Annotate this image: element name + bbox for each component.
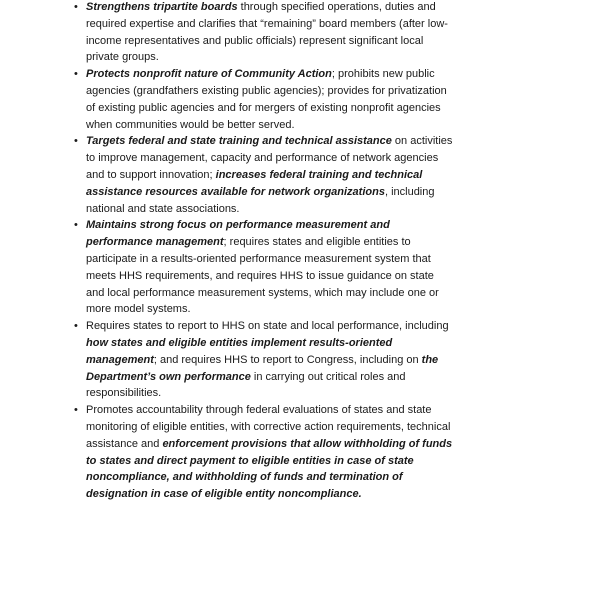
body-text: , including national and state associations. [86, 185, 435, 215]
bold-phrase: enforcement provisions that allow withholding of funds to states and direct payment to eligible entities in case of state noncompliance, and withholding of funds and termination of designation in case of eligible entity noncompliance. [86, 437, 453, 501]
list-item [74, 0, 454, 66]
body-text: through specified operations, duties and required expertise and clarifies that “remaining” board members (after low-income representatives and public officials) represent significant local private groups. [86, 1, 448, 64]
bold-phrase: Targets federal and state training and technical assistance [86, 135, 392, 148]
body-text: on activities to improve management, capacity and performance of network agencies and to support innovation; [86, 135, 453, 181]
body-text: Requires states to report to HHS on state and local performance, including [86, 320, 449, 333]
bullet-marker: • [74, 1, 78, 13]
body-text: ; and requires HHS to report to Congress, including on [153, 353, 422, 366]
list-item [74, 318, 454, 402]
bold-phrase: the Department’s own performance [86, 353, 439, 383]
body-text: ; requires states and eligible entities to participate in a results-oriented performance measurement system that meets HHS requirements, and requires HHS to issue guidance on state and local performance measurement systems, which may include one or more model systems. [86, 236, 439, 316]
bold-phrase: how states and eligible entities implement results-oriented management [86, 336, 393, 366]
body-text: Promotes accountability through federal evaluations of states and state monitoring of eligible entities, with corrective action requirements, technical assistance and [86, 404, 451, 450]
bullet-marker: • [74, 68, 78, 81]
list-item [74, 217, 454, 318]
bold-phrase: increases federal training and technical assistance resources available for network organizations [86, 168, 423, 198]
bold-phrase: Strengthens tripartite boards [86, 1, 238, 13]
bold-phrase: Protects nonprofit nature of Community Action [86, 68, 332, 81]
bullet-marker: • [74, 404, 78, 417]
list-item [74, 133, 454, 217]
body-text: in carrying out critical roles and responsibilities. [86, 370, 406, 400]
list-item [74, 402, 454, 503]
provisions-list [74, 0, 454, 503]
list-item [74, 66, 454, 133]
bullet-marker: • [74, 219, 78, 232]
document-page [74, 0, 454, 503]
bold-phrase: Maintains strong focus on performance measurement and performance management [86, 219, 390, 249]
body-text: ; prohibits new public agencies (grandfathers existing public agencies); provides for privatization of existing public agencies and for mergers of existing nonprofit agencies when communities would be better served. [86, 68, 447, 131]
bullet-marker: • [74, 135, 78, 148]
bullet-marker: • [74, 320, 78, 333]
